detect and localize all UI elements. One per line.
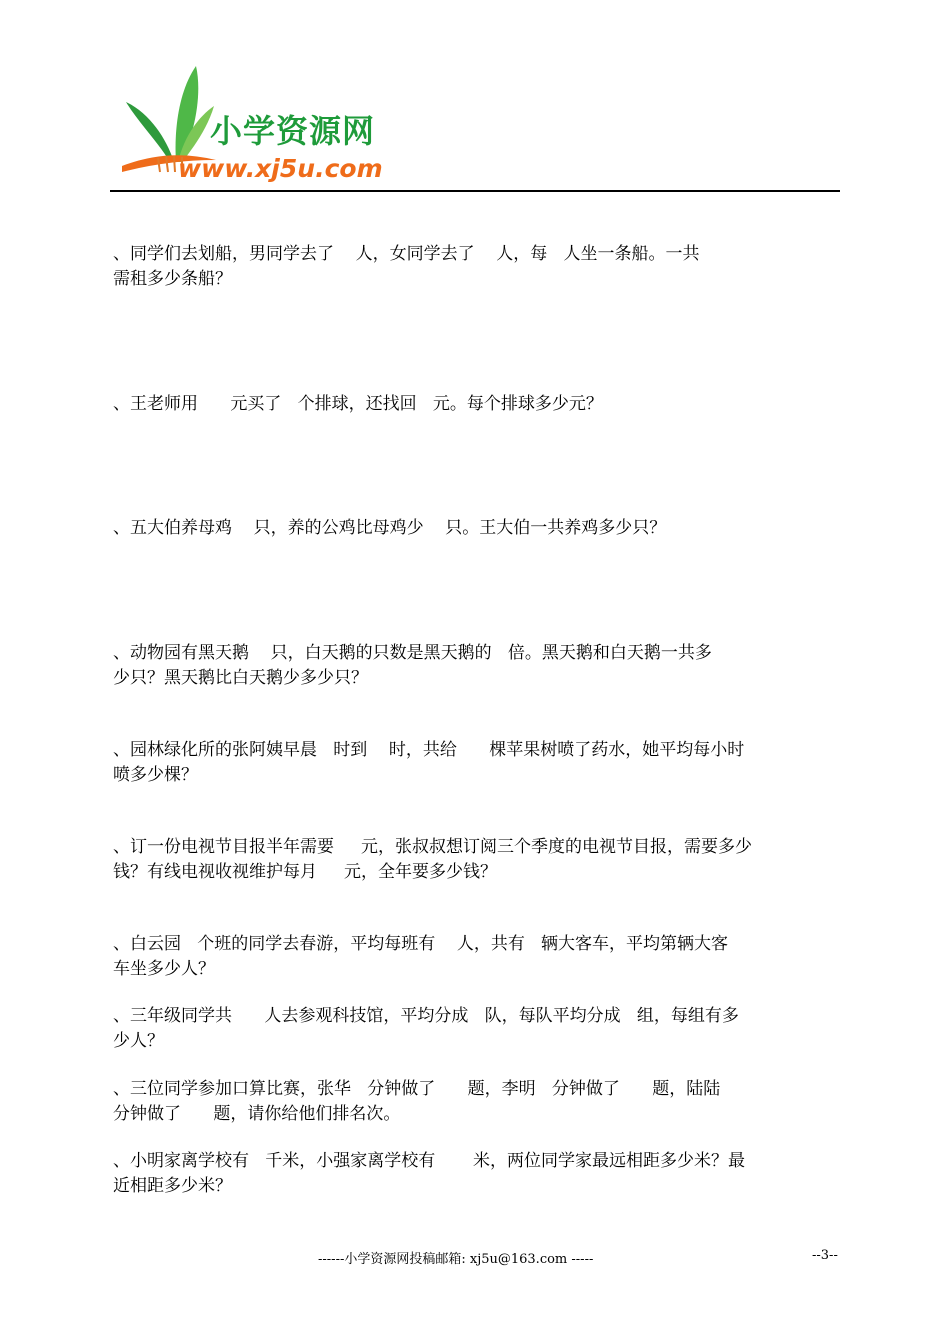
question-line: 少只？黑天鹅比白天鹅少多少只？	[113, 668, 368, 688]
question-8	[113, 1004, 840, 1054]
question-line: 、白云园 个班的同学去春游，平均每班有 人，共有 辆大客车，平均第辆大客	[113, 934, 729, 954]
question-line: 钱？有线电视收视维护每月 元，全年要多少钱？	[113, 862, 498, 882]
question-1	[113, 242, 840, 292]
question-5	[113, 738, 840, 788]
question-line: 少人？	[113, 1031, 164, 1051]
question-6	[113, 835, 840, 885]
question-line: 需租多少条船？	[113, 269, 232, 289]
question-line: 、动物园有黑天鹅 只，白天鹅的只数是黑天鹅的 倍。黑天鹅和白天鹅一共多	[113, 643, 712, 663]
question-10	[113, 1149, 840, 1199]
header-divider	[110, 190, 840, 192]
question-line: 、订一份电视节目报半年需要 元，张叔叔想订阅三个季度的电视节目报，需要多少	[113, 837, 753, 857]
page-number: --3--	[812, 1248, 838, 1263]
question-line: 、同学们去划船，男同学去了 人，女同学去了 人，每 人坐一条船。一共	[113, 244, 700, 264]
question-line: 车坐多少人？	[113, 959, 215, 979]
question-4	[113, 641, 840, 691]
question-3	[113, 516, 840, 541]
question-line: 、王老师用 元买了 个排球，还找回 元。每个排球多少元？	[113, 394, 603, 414]
question-line: 喷多少棵？	[113, 765, 198, 785]
logo-text: 小学资源网	[210, 112, 376, 150]
site-logo	[118, 62, 383, 192]
footer-contact: ------小学资源网投稿邮箱: xj5u@163.com -----	[318, 1252, 594, 1267]
question-line: 、五大伯养母鸡 只，养的公鸡比母鸡少 只。王大伯一共养鸡多少只？	[113, 518, 667, 538]
question-line: 、三位同学参加口算比赛，张华 分钟做了 题，李明 分钟做了 题，陆陆	[113, 1079, 721, 1099]
question-9	[113, 1077, 840, 1127]
question-7	[113, 932, 840, 982]
question-line: 、小明家离学校有 千米，小强家离学校有 米，两位同学家最远相距多少米？最	[113, 1151, 746, 1171]
question-line: 、园林绿化所的张阿姨早晨 时到 时，共给 棵苹果树喷了药水，她平均每小时	[113, 740, 745, 760]
question-2	[113, 392, 840, 417]
question-line: 分钟做了 题，请你给他们排名次。	[113, 1104, 401, 1124]
logo-url: www.xj5u.com	[178, 154, 383, 183]
question-line: 、三年级同学共 人去参观科技馆，平均分成 队，每队平均分成 组，每组有多	[113, 1006, 739, 1026]
question-line: 近相距多少米？	[113, 1176, 232, 1196]
